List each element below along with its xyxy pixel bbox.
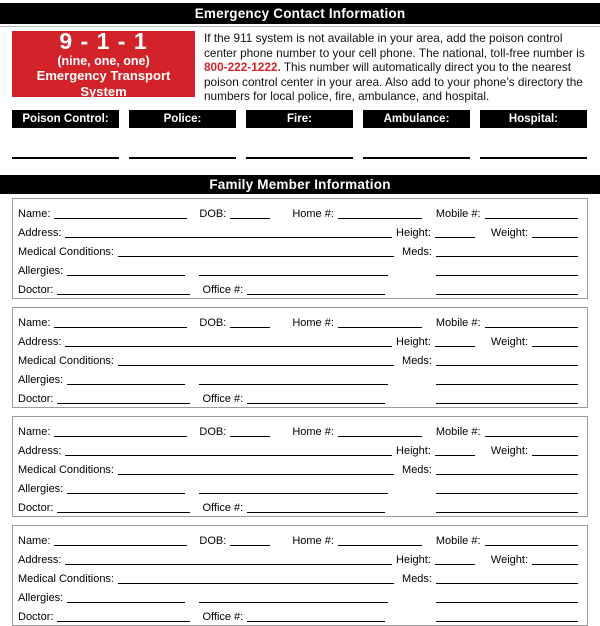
- meds-label: Meds:: [402, 573, 432, 585]
- contact-label-police: Police:: [129, 110, 236, 128]
- home-phone-label: Home #:: [292, 426, 334, 438]
- meds-label: Meds:: [402, 355, 432, 367]
- mobile-phone-label: Mobile #:: [435, 317, 481, 329]
- meds-extra-line-2[interactable]: [436, 292, 578, 295]
- allergies-extra-line[interactable]: [199, 273, 388, 276]
- weight-label: Weight:: [490, 227, 528, 239]
- office-phone-label: Office #:: [202, 611, 244, 623]
- header-divider: [0, 26, 600, 27]
- mobile-phone-line[interactable]: [485, 434, 578, 437]
- height-line[interactable]: [435, 453, 475, 456]
- address-line[interactable]: [65, 453, 392, 456]
- meds-line[interactable]: [436, 581, 578, 584]
- dob-label: DOB:: [199, 317, 227, 329]
- member-row-name: [18, 202, 578, 221]
- contact-label-hospital: Hospital:: [480, 110, 587, 128]
- home-phone-line[interactable]: [338, 216, 422, 219]
- contact-lines-row: [12, 157, 587, 159]
- doctor-line[interactable]: [57, 292, 190, 295]
- home-phone-line[interactable]: [338, 543, 422, 546]
- dob-label: DOB:: [199, 535, 227, 547]
- weight-line[interactable]: [532, 344, 578, 347]
- contact-label-poison-control: Poison Control:: [12, 110, 119, 128]
- weight-label: Weight:: [490, 554, 528, 566]
- allergies-line[interactable]: [67, 273, 185, 276]
- allergies-extra-line[interactable]: [199, 382, 388, 385]
- height-line[interactable]: [435, 562, 475, 565]
- office-phone-line[interactable]: [247, 510, 385, 513]
- page-title: Emergency Contact Information: [194, 6, 406, 21]
- paragraph-text-before: If the 911 system is not available in your area, add the poison control center phone number to your cell phone. The national, toll-free number is: [204, 31, 585, 60]
- name-label: Name:: [18, 426, 51, 438]
- medical-conditions-label: Medical Conditions:: [18, 246, 114, 258]
- meds-label: Meds:: [402, 464, 432, 476]
- dob-line[interactable]: [230, 216, 270, 219]
- height-label: Height:: [396, 445, 431, 457]
- office-phone-line[interactable]: [247, 619, 385, 622]
- medical-conditions-line[interactable]: [118, 472, 394, 475]
- medical-conditions-label: Medical Conditions:: [18, 464, 114, 476]
- member-row-name: [18, 311, 578, 330]
- weight-line[interactable]: [532, 235, 578, 238]
- family-header-bar: [0, 175, 600, 194]
- member-row-allergies: [18, 368, 578, 387]
- name-line[interactable]: [54, 543, 187, 546]
- height-line[interactable]: [435, 235, 475, 238]
- dob-label: DOB:: [199, 426, 227, 438]
- member-row-doctor: [18, 278, 578, 297]
- mobile-phone-line[interactable]: [485, 543, 578, 546]
- member-row-address: [18, 439, 578, 458]
- dob-label: DOB:: [199, 208, 227, 220]
- name-label: Name:: [18, 535, 51, 547]
- name-label: Name:: [18, 317, 51, 329]
- allergies-label: Allergies:: [18, 374, 64, 386]
- home-phone-label: Home #:: [292, 208, 334, 220]
- ambulance-phone-line[interactable]: [363, 157, 470, 159]
- allergies-extra-line[interactable]: [199, 491, 388, 494]
- meds-extra-line-2[interactable]: [436, 619, 578, 622]
- office-phone-label: Office #:: [202, 284, 244, 296]
- member-row-medical: [18, 349, 578, 368]
- member-row-doctor: [18, 605, 578, 624]
- height-label: Height:: [396, 336, 431, 348]
- intro-section: [12, 27, 596, 110]
- weight-label: Weight:: [490, 336, 528, 348]
- 911-subtitle: (nine, one, one): [57, 53, 150, 68]
- meds-extra-line[interactable]: [436, 600, 578, 603]
- address-label: Address:: [18, 336, 62, 348]
- member-row-medical: [18, 567, 578, 586]
- doctor-line[interactable]: [57, 510, 190, 513]
- emergency-form-page: [0, 3, 600, 626]
- name-line[interactable]: [54, 216, 187, 219]
- address-line[interactable]: [65, 562, 392, 565]
- member-row-medical: [18, 240, 578, 259]
- height-line[interactable]: [435, 344, 475, 347]
- 911-badge: [12, 27, 195, 99]
- paragraph-text-after: This number will automatically direct you to the nearest poison control center in your area. Also add to your phone’s directory the numbers for local police, fire, ambulance, and hospital.: [204, 60, 583, 104]
- member-row-allergies: [18, 477, 578, 496]
- member-row-doctor: [18, 496, 578, 515]
- 911-caption: Emergency Transport System: [36, 67, 171, 99]
- contact-label-ambulance: Ambulance:: [363, 110, 470, 128]
- member-row-address: [18, 330, 578, 349]
- office-phone-label: Office #:: [202, 393, 244, 405]
- office-phone-line[interactable]: [247, 292, 385, 295]
- fire-phone-line[interactable]: [246, 157, 353, 159]
- mobile-phone-label: Mobile #:: [435, 208, 481, 220]
- office-phone-label: Office #:: [202, 502, 244, 514]
- doctor-label: Doctor:: [18, 393, 54, 405]
- hospital-phone-line[interactable]: [480, 157, 587, 159]
- allergies-line[interactable]: [67, 600, 185, 603]
- medical-conditions-label: Medical Conditions:: [18, 355, 114, 367]
- meds-extra-line[interactable]: [436, 382, 578, 385]
- allergies-label: Allergies:: [18, 592, 64, 604]
- mobile-phone-label: Mobile #:: [435, 426, 481, 438]
- family-section-title: Family Member Information: [209, 177, 391, 192]
- allergies-label: Allergies:: [18, 265, 64, 277]
- member-row-name: [18, 529, 578, 548]
- family-member-card: [12, 307, 588, 408]
- home-phone-line[interactable]: [338, 434, 422, 437]
- doctor-label: Doctor:: [18, 284, 54, 296]
- meds-extra-line-2[interactable]: [436, 401, 578, 404]
- meds-line[interactable]: [436, 363, 578, 366]
- dob-line[interactable]: [230, 434, 270, 437]
- poison-info-paragraph: [204, 31, 596, 104]
- address-line[interactable]: [65, 235, 392, 238]
- allergies-label: Allergies:: [18, 483, 64, 495]
- dob-line[interactable]: [230, 543, 270, 546]
- address-label: Address:: [18, 227, 62, 239]
- family-members-list: [12, 198, 588, 626]
- member-row-doctor: [18, 387, 578, 406]
- address-label: Address:: [18, 554, 62, 566]
- allergies-extra-line[interactable]: [199, 600, 388, 603]
- meds-extra-line[interactable]: [436, 491, 578, 494]
- name-label: Name:: [18, 208, 51, 220]
- member-row-address: [18, 548, 578, 567]
- family-member-card: [12, 416, 588, 517]
- home-phone-line[interactable]: [338, 325, 422, 328]
- meds-line[interactable]: [436, 254, 578, 257]
- height-label: Height:: [396, 227, 431, 239]
- height-label: Height:: [396, 554, 431, 566]
- weight-line[interactable]: [532, 562, 578, 565]
- emergency-header-bar: [0, 3, 600, 24]
- meds-label: Meds:: [402, 246, 432, 258]
- weight-label: Weight:: [490, 445, 528, 457]
- name-line[interactable]: [54, 434, 187, 437]
- member-row-allergies: [18, 586, 578, 605]
- poison-control-phone: 800-222-1222.: [204, 60, 281, 75]
- address-line[interactable]: [65, 344, 392, 347]
- 911-number: 9 - 1 - 1: [59, 27, 148, 54]
- contact-labels-row: [12, 110, 587, 128]
- member-row-name: [18, 420, 578, 439]
- meds-extra-line-2[interactable]: [436, 510, 578, 513]
- medical-conditions-line[interactable]: [118, 363, 394, 366]
- member-row-medical: [18, 458, 578, 477]
- mobile-phone-line[interactable]: [485, 325, 578, 328]
- doctor-line[interactable]: [57, 619, 190, 622]
- home-phone-label: Home #:: [292, 535, 334, 547]
- doctor-label: Doctor:: [18, 611, 54, 623]
- doctor-label: Doctor:: [18, 502, 54, 514]
- doctor-line[interactable]: [57, 401, 190, 404]
- police-phone-line[interactable]: [129, 157, 236, 159]
- contact-label-fire: Fire:: [246, 110, 353, 128]
- meds-line[interactable]: [436, 472, 578, 475]
- dob-line[interactable]: [230, 325, 270, 328]
- mobile-phone-line[interactable]: [485, 216, 578, 219]
- office-phone-line[interactable]: [247, 401, 385, 404]
- family-member-card: [12, 525, 588, 626]
- family-member-card: [12, 198, 588, 299]
- name-line[interactable]: [54, 325, 187, 328]
- allergies-line[interactable]: [67, 382, 185, 385]
- member-row-allergies: [18, 259, 578, 278]
- medical-conditions-line[interactable]: [118, 254, 394, 257]
- home-phone-label: Home #:: [292, 317, 334, 329]
- weight-line[interactable]: [532, 453, 578, 456]
- meds-extra-line[interactable]: [436, 273, 578, 276]
- mobile-phone-label: Mobile #:: [435, 535, 481, 547]
- poison-control-phone-line[interactable]: [12, 157, 119, 159]
- medical-conditions-line[interactable]: [118, 581, 394, 584]
- allergies-line[interactable]: [67, 491, 185, 494]
- medical-conditions-label: Medical Conditions:: [18, 573, 114, 585]
- address-label: Address:: [18, 445, 62, 457]
- member-row-address: [18, 221, 578, 240]
